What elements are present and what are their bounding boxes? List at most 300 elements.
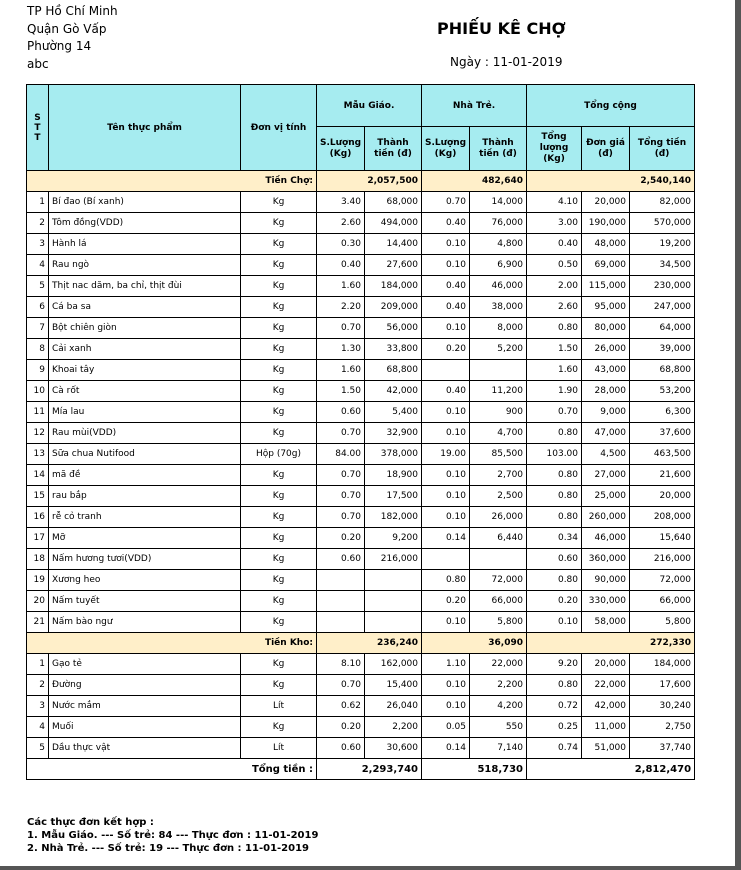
row-name: Nước mắm bbox=[49, 696, 241, 717]
row-stt: 16 bbox=[27, 507, 49, 528]
row-nt-amount: 11,200 bbox=[470, 381, 527, 402]
row-mg-amount: 15,400 bbox=[365, 675, 422, 696]
row-name: Mỡ bbox=[49, 528, 241, 549]
row-unit-price: 260,000 bbox=[582, 507, 630, 528]
row-unit-price: 48,000 bbox=[582, 234, 630, 255]
col-total-amount: Tổng tiền (đ) bbox=[630, 127, 695, 171]
row-total-amount: 6,300 bbox=[630, 402, 695, 423]
row-nt-qty: 0.40 bbox=[422, 297, 470, 318]
row-mg-amount: 56,000 bbox=[365, 318, 422, 339]
row-mg-qty: 0.70 bbox=[317, 675, 365, 696]
row-total-qty: 0.34 bbox=[527, 528, 582, 549]
market-table bbox=[26, 84, 695, 780]
row-mg-amount: 32,900 bbox=[365, 423, 422, 444]
row-nt-qty bbox=[422, 360, 470, 381]
table-row bbox=[27, 528, 695, 549]
table-row bbox=[27, 444, 695, 465]
section-label: Tiền Chợ: bbox=[27, 171, 317, 192]
row-nt-qty: 0.05 bbox=[422, 717, 470, 738]
row-total-qty: 1.90 bbox=[527, 381, 582, 402]
row-nt-amount: 8,000 bbox=[470, 318, 527, 339]
row-stt: 5 bbox=[27, 738, 49, 759]
row-name: Mía lau bbox=[49, 402, 241, 423]
row-name: Cà rốt bbox=[49, 381, 241, 402]
row-mg-amount bbox=[365, 570, 422, 591]
col-total-qty: Tổng lượng (Kg) bbox=[527, 127, 582, 171]
col-mau-giao: Mẫu Giáo. bbox=[317, 85, 422, 127]
row-total-qty: 1.60 bbox=[527, 360, 582, 381]
row-mg-qty: 0.62 bbox=[317, 696, 365, 717]
row-nt-amount: 14,000 bbox=[470, 192, 527, 213]
row-nt-qty: 0.10 bbox=[422, 507, 470, 528]
row-mg-qty: 0.60 bbox=[317, 549, 365, 570]
combined-menus-heading: Các thực đơn kết hợp : bbox=[27, 817, 154, 828]
row-total-qty: 1.50 bbox=[527, 339, 582, 360]
combined-menu-2: 2. Nhà Trẻ. --- Số trẻ: 19 --- Thực đơn : 11-01-2019 bbox=[27, 843, 310, 854]
section-label: Tiền Kho: bbox=[27, 633, 317, 654]
row-total-amount: 66,000 bbox=[630, 591, 695, 612]
row-nt-qty: 0.10 bbox=[422, 486, 470, 507]
row-stt: 3 bbox=[27, 234, 49, 255]
row-name: Nấm hương tươi(VDD) bbox=[49, 549, 241, 570]
row-nt-qty bbox=[422, 549, 470, 570]
row-nt-qty: 0.70 bbox=[422, 192, 470, 213]
row-total-amount: 5,800 bbox=[630, 612, 695, 633]
row-unit-price: 43,000 bbox=[582, 360, 630, 381]
row-mg-amount: 68,800 bbox=[365, 360, 422, 381]
row-mg-qty: 0.70 bbox=[317, 507, 365, 528]
row-nt-qty: 0.10 bbox=[422, 423, 470, 444]
row-stt: 5 bbox=[27, 276, 49, 297]
row-unit: Kg bbox=[241, 486, 317, 507]
row-total-amount: 64,000 bbox=[630, 318, 695, 339]
row-unit-price: 51,000 bbox=[582, 738, 630, 759]
row-unit: Kg bbox=[241, 612, 317, 633]
row-nt-amount bbox=[470, 549, 527, 570]
row-mg-amount: 2,200 bbox=[365, 717, 422, 738]
page-title: PHIẾU KÊ CHỢ bbox=[437, 19, 566, 38]
row-name: rau bắp bbox=[49, 486, 241, 507]
row-unit-price: 4,500 bbox=[582, 444, 630, 465]
col-tong-cong: Tổng cộng bbox=[527, 85, 695, 127]
col-mg-qty: S.Lượng (Kg) bbox=[317, 127, 365, 171]
row-total-qty: 0.80 bbox=[527, 570, 582, 591]
row-mg-qty: 1.30 bbox=[317, 339, 365, 360]
table-row bbox=[27, 570, 695, 591]
table-row bbox=[27, 255, 695, 276]
row-nt-amount: 550 bbox=[470, 717, 527, 738]
row-nt-qty: 0.14 bbox=[422, 528, 470, 549]
row-name: Muối bbox=[49, 717, 241, 738]
ward-label: Phường 14 bbox=[27, 39, 92, 53]
row-name: Nấm tuyết bbox=[49, 591, 241, 612]
table-row bbox=[27, 591, 695, 612]
row-stt: 4 bbox=[27, 717, 49, 738]
row-total-qty: 0.40 bbox=[527, 234, 582, 255]
row-stt: 20 bbox=[27, 591, 49, 612]
row-unit: Kg bbox=[241, 318, 317, 339]
col-nt-amount: Thành tiền (đ) bbox=[470, 127, 527, 171]
row-unit-price: 115,000 bbox=[582, 276, 630, 297]
row-mg-amount: 42,000 bbox=[365, 381, 422, 402]
row-mg-amount: 68,000 bbox=[365, 192, 422, 213]
col-unit-price: Đơn giá (đ) bbox=[582, 127, 630, 171]
row-name: mã đề bbox=[49, 465, 241, 486]
row-unit: Lít bbox=[241, 738, 317, 759]
row-stt: 2 bbox=[27, 675, 49, 696]
table-row bbox=[27, 423, 695, 444]
org-info bbox=[27, 3, 118, 73]
row-total-amount: 72,000 bbox=[630, 570, 695, 591]
row-total-amount: 2,750 bbox=[630, 717, 695, 738]
section-mg-total: 236,240 bbox=[317, 633, 422, 654]
table-row bbox=[27, 465, 695, 486]
row-total-qty: 0.74 bbox=[527, 738, 582, 759]
row-total-qty: 0.80 bbox=[527, 423, 582, 444]
row-unit: Kg bbox=[241, 423, 317, 444]
row-unit-price: 360,000 bbox=[582, 549, 630, 570]
row-total-amount: 37,600 bbox=[630, 423, 695, 444]
row-nt-qty: 0.40 bbox=[422, 381, 470, 402]
table-row bbox=[27, 486, 695, 507]
row-nt-qty: 0.10 bbox=[422, 675, 470, 696]
row-unit-price: 27,000 bbox=[582, 465, 630, 486]
row-unit: Kg bbox=[241, 507, 317, 528]
row-nt-qty: 0.10 bbox=[422, 234, 470, 255]
row-unit: Kg bbox=[241, 675, 317, 696]
row-total-qty: 0.25 bbox=[527, 717, 582, 738]
row-mg-qty: 0.40 bbox=[317, 255, 365, 276]
row-total-qty: 3.00 bbox=[527, 213, 582, 234]
table-row bbox=[27, 402, 695, 423]
row-nt-amount: 4,700 bbox=[470, 423, 527, 444]
row-unit-price: 28,000 bbox=[582, 381, 630, 402]
row-unit-price: 69,000 bbox=[582, 255, 630, 276]
row-unit-price: 58,000 bbox=[582, 612, 630, 633]
row-mg-amount: 494,000 bbox=[365, 213, 422, 234]
row-nt-amount: 76,000 bbox=[470, 213, 527, 234]
row-stt: 10 bbox=[27, 381, 49, 402]
col-name: Tên thực phẩm bbox=[49, 85, 241, 171]
row-name: Hành lá bbox=[49, 234, 241, 255]
row-total-amount: 68,800 bbox=[630, 360, 695, 381]
row-unit: Kg bbox=[241, 465, 317, 486]
row-mg-amount: 33,800 bbox=[365, 339, 422, 360]
row-unit-price: 90,000 bbox=[582, 570, 630, 591]
table-row bbox=[27, 213, 695, 234]
row-name: Nấm bào ngư bbox=[49, 612, 241, 633]
row-mg-qty: 3.40 bbox=[317, 192, 365, 213]
row-stt: 19 bbox=[27, 570, 49, 591]
row-total-amount: 82,000 bbox=[630, 192, 695, 213]
table-row bbox=[27, 192, 695, 213]
row-mg-qty: 0.70 bbox=[317, 423, 365, 444]
row-mg-amount: 18,900 bbox=[365, 465, 422, 486]
row-total-amount: 184,000 bbox=[630, 654, 695, 675]
section-mg-total: 2,057,500 bbox=[317, 171, 422, 192]
row-total-qty: 2.00 bbox=[527, 276, 582, 297]
table-row bbox=[27, 654, 695, 675]
row-total-qty: 4.10 bbox=[527, 192, 582, 213]
row-mg-qty: 0.20 bbox=[317, 717, 365, 738]
row-mg-qty: 2.60 bbox=[317, 213, 365, 234]
row-mg-amount: 17,500 bbox=[365, 486, 422, 507]
section-row bbox=[27, 171, 695, 192]
row-unit-price: 9,000 bbox=[582, 402, 630, 423]
row-mg-qty bbox=[317, 612, 365, 633]
row-mg-amount: 182,000 bbox=[365, 507, 422, 528]
row-unit-price: 330,000 bbox=[582, 591, 630, 612]
col-stt: S T T bbox=[27, 85, 49, 171]
row-total-qty: 0.50 bbox=[527, 255, 582, 276]
row-mg-amount: 27,600 bbox=[365, 255, 422, 276]
row-unit-price: 47,000 bbox=[582, 423, 630, 444]
row-unit-price: 80,000 bbox=[582, 318, 630, 339]
row-total-qty: 0.80 bbox=[527, 507, 582, 528]
col-mg-amount: Thành tiền (đ) bbox=[365, 127, 422, 171]
row-nt-amount bbox=[470, 360, 527, 381]
row-stt: 4 bbox=[27, 255, 49, 276]
row-stt: 7 bbox=[27, 318, 49, 339]
row-mg-qty: 0.70 bbox=[317, 318, 365, 339]
row-stt: 2 bbox=[27, 213, 49, 234]
row-mg-qty: 0.60 bbox=[317, 738, 365, 759]
row-unit-price: 95,000 bbox=[582, 297, 630, 318]
row-total-amount: 247,000 bbox=[630, 297, 695, 318]
table-row bbox=[27, 696, 695, 717]
row-mg-qty: 0.20 bbox=[317, 528, 365, 549]
row-total-qty: 0.60 bbox=[527, 549, 582, 570]
row-mg-amount: 14,400 bbox=[365, 234, 422, 255]
row-stt: 1 bbox=[27, 192, 49, 213]
row-mg-amount bbox=[365, 612, 422, 633]
row-nt-qty: 0.10 bbox=[422, 612, 470, 633]
row-stt: 18 bbox=[27, 549, 49, 570]
section-row bbox=[27, 633, 695, 654]
row-nt-qty: 0.14 bbox=[422, 738, 470, 759]
table-row bbox=[27, 717, 695, 738]
table-row bbox=[27, 549, 695, 570]
row-name: Cá ba sa bbox=[49, 297, 241, 318]
row-stt: 3 bbox=[27, 696, 49, 717]
row-mg-qty: 0.70 bbox=[317, 465, 365, 486]
row-unit: Kg bbox=[241, 654, 317, 675]
row-total-amount: 230,000 bbox=[630, 276, 695, 297]
row-nt-amount: 2,700 bbox=[470, 465, 527, 486]
row-name: rễ cỏ tranh bbox=[49, 507, 241, 528]
row-unit: Kg bbox=[241, 192, 317, 213]
table-body bbox=[27, 171, 695, 780]
row-unit: Hộp (70g) bbox=[241, 444, 317, 465]
row-mg-qty: 8.10 bbox=[317, 654, 365, 675]
row-total-amount: 37,740 bbox=[630, 738, 695, 759]
row-name: Thịt nac dăm, ba chỉ, thịt đùi bbox=[49, 276, 241, 297]
row-unit: Kg bbox=[241, 213, 317, 234]
row-unit: Kg bbox=[241, 402, 317, 423]
row-unit: Kg bbox=[241, 717, 317, 738]
row-nt-amount: 66,000 bbox=[470, 591, 527, 612]
row-mg-amount: 26,040 bbox=[365, 696, 422, 717]
row-nt-amount: 4,200 bbox=[470, 696, 527, 717]
row-unit-price: 22,000 bbox=[582, 675, 630, 696]
row-nt-qty: 0.20 bbox=[422, 591, 470, 612]
row-stt: 11 bbox=[27, 402, 49, 423]
row-mg-amount: 5,400 bbox=[365, 402, 422, 423]
grand-total-row bbox=[27, 759, 695, 780]
row-unit-price: 20,000 bbox=[582, 192, 630, 213]
row-total-amount: 21,600 bbox=[630, 465, 695, 486]
row-nt-qty: 0.40 bbox=[422, 276, 470, 297]
row-total-qty: 0.80 bbox=[527, 675, 582, 696]
row-total-qty: 0.70 bbox=[527, 402, 582, 423]
row-nt-qty: 0.10 bbox=[422, 402, 470, 423]
row-mg-amount: 30,600 bbox=[365, 738, 422, 759]
row-name: Rau mùi(VDD) bbox=[49, 423, 241, 444]
row-total-qty: 2.60 bbox=[527, 297, 582, 318]
table-row bbox=[27, 297, 695, 318]
row-nt-amount: 85,500 bbox=[470, 444, 527, 465]
table-row bbox=[27, 612, 695, 633]
row-nt-amount: 7,140 bbox=[470, 738, 527, 759]
row-mg-amount: 216,000 bbox=[365, 549, 422, 570]
row-name: Cải xanh bbox=[49, 339, 241, 360]
row-mg-qty bbox=[317, 570, 365, 591]
row-total-amount: 34,500 bbox=[630, 255, 695, 276]
row-total-amount: 208,000 bbox=[630, 507, 695, 528]
grand-total-amount: 2,812,470 bbox=[527, 759, 695, 780]
row-total-qty: 0.80 bbox=[527, 486, 582, 507]
report-date: Ngày : 11-01-2019 bbox=[450, 55, 563, 69]
row-name: Rau ngò bbox=[49, 255, 241, 276]
window-frame-bottom bbox=[0, 866, 741, 870]
row-total-qty: 9.20 bbox=[527, 654, 582, 675]
row-nt-amount: 4,800 bbox=[470, 234, 527, 255]
row-total-amount: 15,640 bbox=[630, 528, 695, 549]
col-unit: Đơn vị tính bbox=[241, 85, 317, 171]
row-unit: Kg bbox=[241, 234, 317, 255]
table-row bbox=[27, 234, 695, 255]
row-mg-qty: 0.30 bbox=[317, 234, 365, 255]
row-mg-amount: 162,000 bbox=[365, 654, 422, 675]
row-nt-qty: 0.10 bbox=[422, 696, 470, 717]
row-unit: Kg bbox=[241, 381, 317, 402]
row-mg-amount: 184,000 bbox=[365, 276, 422, 297]
row-nt-qty: 0.20 bbox=[422, 339, 470, 360]
row-unit-price: 46,000 bbox=[582, 528, 630, 549]
row-name: Bí đao (Bí xanh) bbox=[49, 192, 241, 213]
row-unit: Kg bbox=[241, 255, 317, 276]
table-row bbox=[27, 507, 695, 528]
grand-total-nt: 518,730 bbox=[422, 759, 527, 780]
row-stt: 14 bbox=[27, 465, 49, 486]
row-name: Xương heo bbox=[49, 570, 241, 591]
row-stt: 8 bbox=[27, 339, 49, 360]
row-total-amount: 53,200 bbox=[630, 381, 695, 402]
row-name: Dầu thực vật bbox=[49, 738, 241, 759]
row-mg-amount: 9,200 bbox=[365, 528, 422, 549]
row-nt-amount: 900 bbox=[470, 402, 527, 423]
row-total-amount: 39,000 bbox=[630, 339, 695, 360]
row-total-amount: 19,200 bbox=[630, 234, 695, 255]
row-mg-qty: 84.00 bbox=[317, 444, 365, 465]
row-stt: 15 bbox=[27, 486, 49, 507]
row-total-qty: 0.80 bbox=[527, 318, 582, 339]
row-stt: 13 bbox=[27, 444, 49, 465]
row-mg-qty: 0.70 bbox=[317, 486, 365, 507]
city-label: TP Hồ Chí Minh bbox=[27, 4, 118, 18]
row-nt-qty: 19.00 bbox=[422, 444, 470, 465]
row-mg-qty: 1.60 bbox=[317, 360, 365, 381]
row-mg-qty bbox=[317, 591, 365, 612]
section-nt-total: 482,640 bbox=[422, 171, 527, 192]
table-row bbox=[27, 360, 695, 381]
row-stt: 1 bbox=[27, 654, 49, 675]
row-mg-qty: 1.60 bbox=[317, 276, 365, 297]
row-name: Bột chiên giòn bbox=[49, 318, 241, 339]
col-nt-qty: S.Lượng (Kg) bbox=[422, 127, 470, 171]
row-unit: Kg bbox=[241, 339, 317, 360]
grand-total-label: Tổng tiền : bbox=[27, 759, 317, 780]
section-total: 2,540,140 bbox=[527, 171, 695, 192]
row-nt-amount: 22,000 bbox=[470, 654, 527, 675]
row-unit-price: 11,000 bbox=[582, 717, 630, 738]
table-row bbox=[27, 276, 695, 297]
row-unit-price: 190,000 bbox=[582, 213, 630, 234]
row-nt-amount: 6,440 bbox=[470, 528, 527, 549]
row-mg-qty: 2.20 bbox=[317, 297, 365, 318]
row-unit: Kg bbox=[241, 570, 317, 591]
table-row bbox=[27, 381, 695, 402]
row-name: Gạo tẻ bbox=[49, 654, 241, 675]
row-nt-qty: 0.10 bbox=[422, 255, 470, 276]
row-unit-price: 26,000 bbox=[582, 339, 630, 360]
section-total: 272,330 bbox=[527, 633, 695, 654]
section-nt-total: 36,090 bbox=[422, 633, 527, 654]
row-nt-qty: 1.10 bbox=[422, 654, 470, 675]
row-mg-amount: 209,000 bbox=[365, 297, 422, 318]
row-total-amount: 30,240 bbox=[630, 696, 695, 717]
row-nt-amount: 72,000 bbox=[470, 570, 527, 591]
row-nt-qty: 0.10 bbox=[422, 318, 470, 339]
table-row bbox=[27, 675, 695, 696]
row-unit: Kg bbox=[241, 360, 317, 381]
row-total-amount: 17,600 bbox=[630, 675, 695, 696]
row-unit-price: 20,000 bbox=[582, 654, 630, 675]
col-nha-tre: Nhà Trẻ. bbox=[422, 85, 527, 127]
row-nt-amount: 38,000 bbox=[470, 297, 527, 318]
row-nt-amount: 5,200 bbox=[470, 339, 527, 360]
row-nt-amount: 46,000 bbox=[470, 276, 527, 297]
row-nt-amount: 2,500 bbox=[470, 486, 527, 507]
row-unit: Kg bbox=[241, 276, 317, 297]
window-frame-right bbox=[735, 0, 741, 870]
row-total-amount: 20,000 bbox=[630, 486, 695, 507]
row-mg-qty: 1.50 bbox=[317, 381, 365, 402]
row-nt-qty: 0.40 bbox=[422, 213, 470, 234]
table-row bbox=[27, 339, 695, 360]
row-nt-amount: 26,000 bbox=[470, 507, 527, 528]
row-unit: Kg bbox=[241, 297, 317, 318]
grand-total-mg: 2,293,740 bbox=[317, 759, 422, 780]
row-nt-amount: 6,900 bbox=[470, 255, 527, 276]
district-label: Quận Gò Vấp bbox=[27, 21, 107, 36]
row-stt: 17 bbox=[27, 528, 49, 549]
row-mg-amount: 378,000 bbox=[365, 444, 422, 465]
table-row bbox=[27, 738, 695, 759]
combined-menu-1: 1. Mẫu Giáo. --- Số trẻ: 84 --- Thực đơn : 11-01-2019 bbox=[27, 830, 319, 841]
row-unit: Lít bbox=[241, 696, 317, 717]
row-total-qty: 103.00 bbox=[527, 444, 582, 465]
